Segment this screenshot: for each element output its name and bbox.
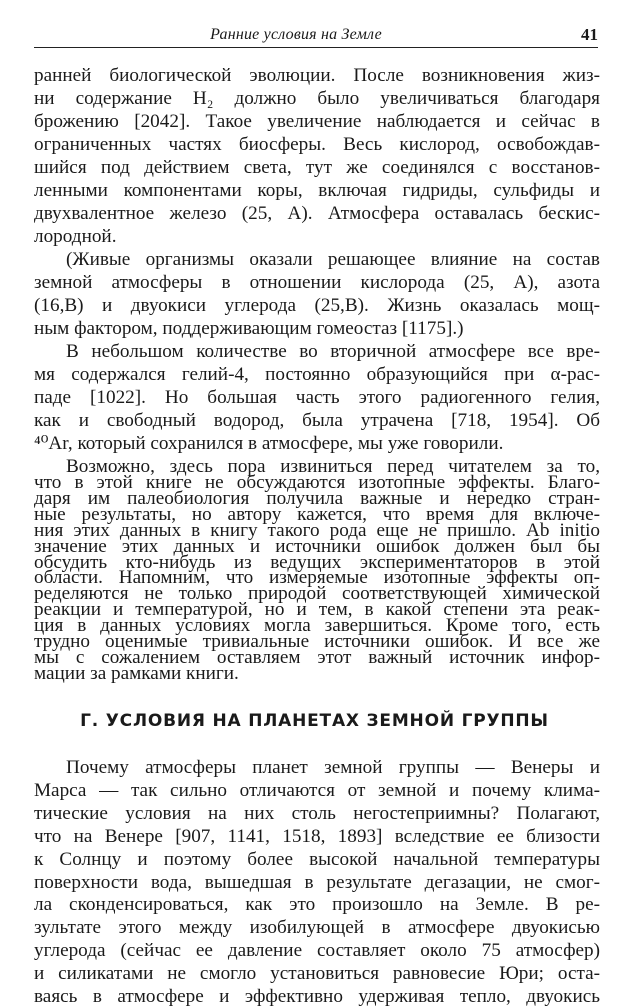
header-rule: [34, 47, 598, 48]
text-line: зультате этого между изобилующей в атмосфере двуокисью: [34, 917, 600, 939]
text-line: ные результаты, но автору кажется, что время для включе-: [34, 503, 600, 525]
text-line: ределяются не только природой соответствующей химической: [34, 583, 600, 605]
text-line: поверхности вода, вышедшая в результате дегазации, не смог-: [34, 871, 600, 893]
text-line: реакции и температурой, но и тем, в какой степени эта реак-: [34, 599, 600, 621]
text-line: Возможно, здесь пора извиниться перед читателем за то,: [66, 456, 600, 477]
text-line: мы с сожалением оставляем этот важный источник инфор-: [34, 647, 600, 669]
text-line: ния этих данных в книгу такого рода еще не пришло. Ab initio: [34, 519, 600, 541]
text-line: ⁴⁰Ar, который сохранился в атмосфере, мы уже говорили.: [34, 433, 504, 454]
text-line: и силикатами не смогло установиться равновесие Юри; оста-: [34, 963, 600, 985]
text-line: ция в данных условиях могла завершиться. Кроме того, есть: [34, 615, 600, 637]
text-line: лородной.: [34, 226, 117, 247]
text-line: углерода (сейчас ее давление составляет около 75 атмосфер): [34, 940, 600, 962]
section-heading: Г. УСЛОВИЯ НА ПЛАНЕТАХ ЗЕМНОЙ ГРУППЫ: [80, 711, 549, 731]
running-header: [34, 24, 598, 46]
text-line: (16,B) и двуокиси углерода (25,B). Жизнь оказалась мощ-: [34, 295, 600, 316]
text-line: ваясь в атмосфере и эффективно удерживая тепло, двуокись: [34, 986, 600, 1007]
text-line: шийся под действием света, тут же соединялся с восстанов-: [34, 157, 600, 178]
text-line: значение этих данных и источники ошибок должен был бы: [34, 535, 600, 557]
text-line: тические условия на них столь негостеприимны? Полагают,: [34, 802, 600, 824]
text-line: земной атмосферы в отношении кислорода (25, A), азота: [34, 272, 600, 293]
text-line: Марса — так сильно отличаются от земной и почему клима-: [34, 779, 600, 801]
text-line: брожению [2042]. Такое увеличение наблюдается и сейчас в: [34, 111, 600, 132]
text-line: обсудить кто-нибудь из ведущих экспериментаторов в этой: [34, 551, 600, 573]
text-line: ни содержание H₂ должно было увеличиваться благодаря: [34, 88, 600, 109]
text-line: трудно оценимые тривиальные источники ошибок. И все же: [34, 631, 600, 653]
page-number: 41: [581, 25, 598, 44]
running-title: Ранние условия на Земле: [210, 26, 382, 43]
text-line: что в этой книге не обсуждаются изотопные эффекты. Благо-: [34, 471, 600, 493]
text-line: что на Венере [907, 1141, 1518, 1893] вследствие ее близости: [34, 825, 600, 847]
text-line: как и свободный водород, была утрачена [718, 1954]. Об: [34, 410, 600, 431]
text-line: ла сконденсироваться, как это произошло на Земле. В ре-: [34, 894, 600, 916]
text-line: ограниченных частях биосферы. Весь кислород, освобождав-: [34, 134, 600, 155]
text-line: двухвалентное железо (25, A). Атмосфера оставалась бескис-: [34, 203, 600, 224]
text-line: (Живые организмы оказали решающее влияние на состав: [66, 249, 600, 270]
text-line: паде [1022]. Но большая часть этого радиогенного гелия,: [34, 387, 600, 408]
text-line: мации за рамками книги.: [34, 663, 239, 684]
text-line: даря им палеобиология получила важные и нередко стран-: [34, 487, 600, 509]
text-line: ным фактором, поддерживающим гомеостаз [1175].): [34, 318, 464, 339]
text-line: В небольшом количестве во вторичной атмосфере все вре-: [66, 341, 600, 362]
text-line: к Солнцу и поэтому более высокой начальной температуры: [34, 848, 600, 870]
text-line: ленными компонентами коры, включая гидриды, сульфиды и: [34, 180, 600, 201]
text-line: Почему атмосферы планет земной группы — Венеры и: [66, 757, 600, 778]
text-line: области. Напомним, что измеряемые изотопные эффекты оп-: [34, 567, 600, 589]
text-line: ранней биологической эволюции. После возникновения жиз-: [34, 65, 600, 86]
text-line: мя содержался гелий-4, постоянно образующийся при α-рас-: [34, 364, 600, 385]
